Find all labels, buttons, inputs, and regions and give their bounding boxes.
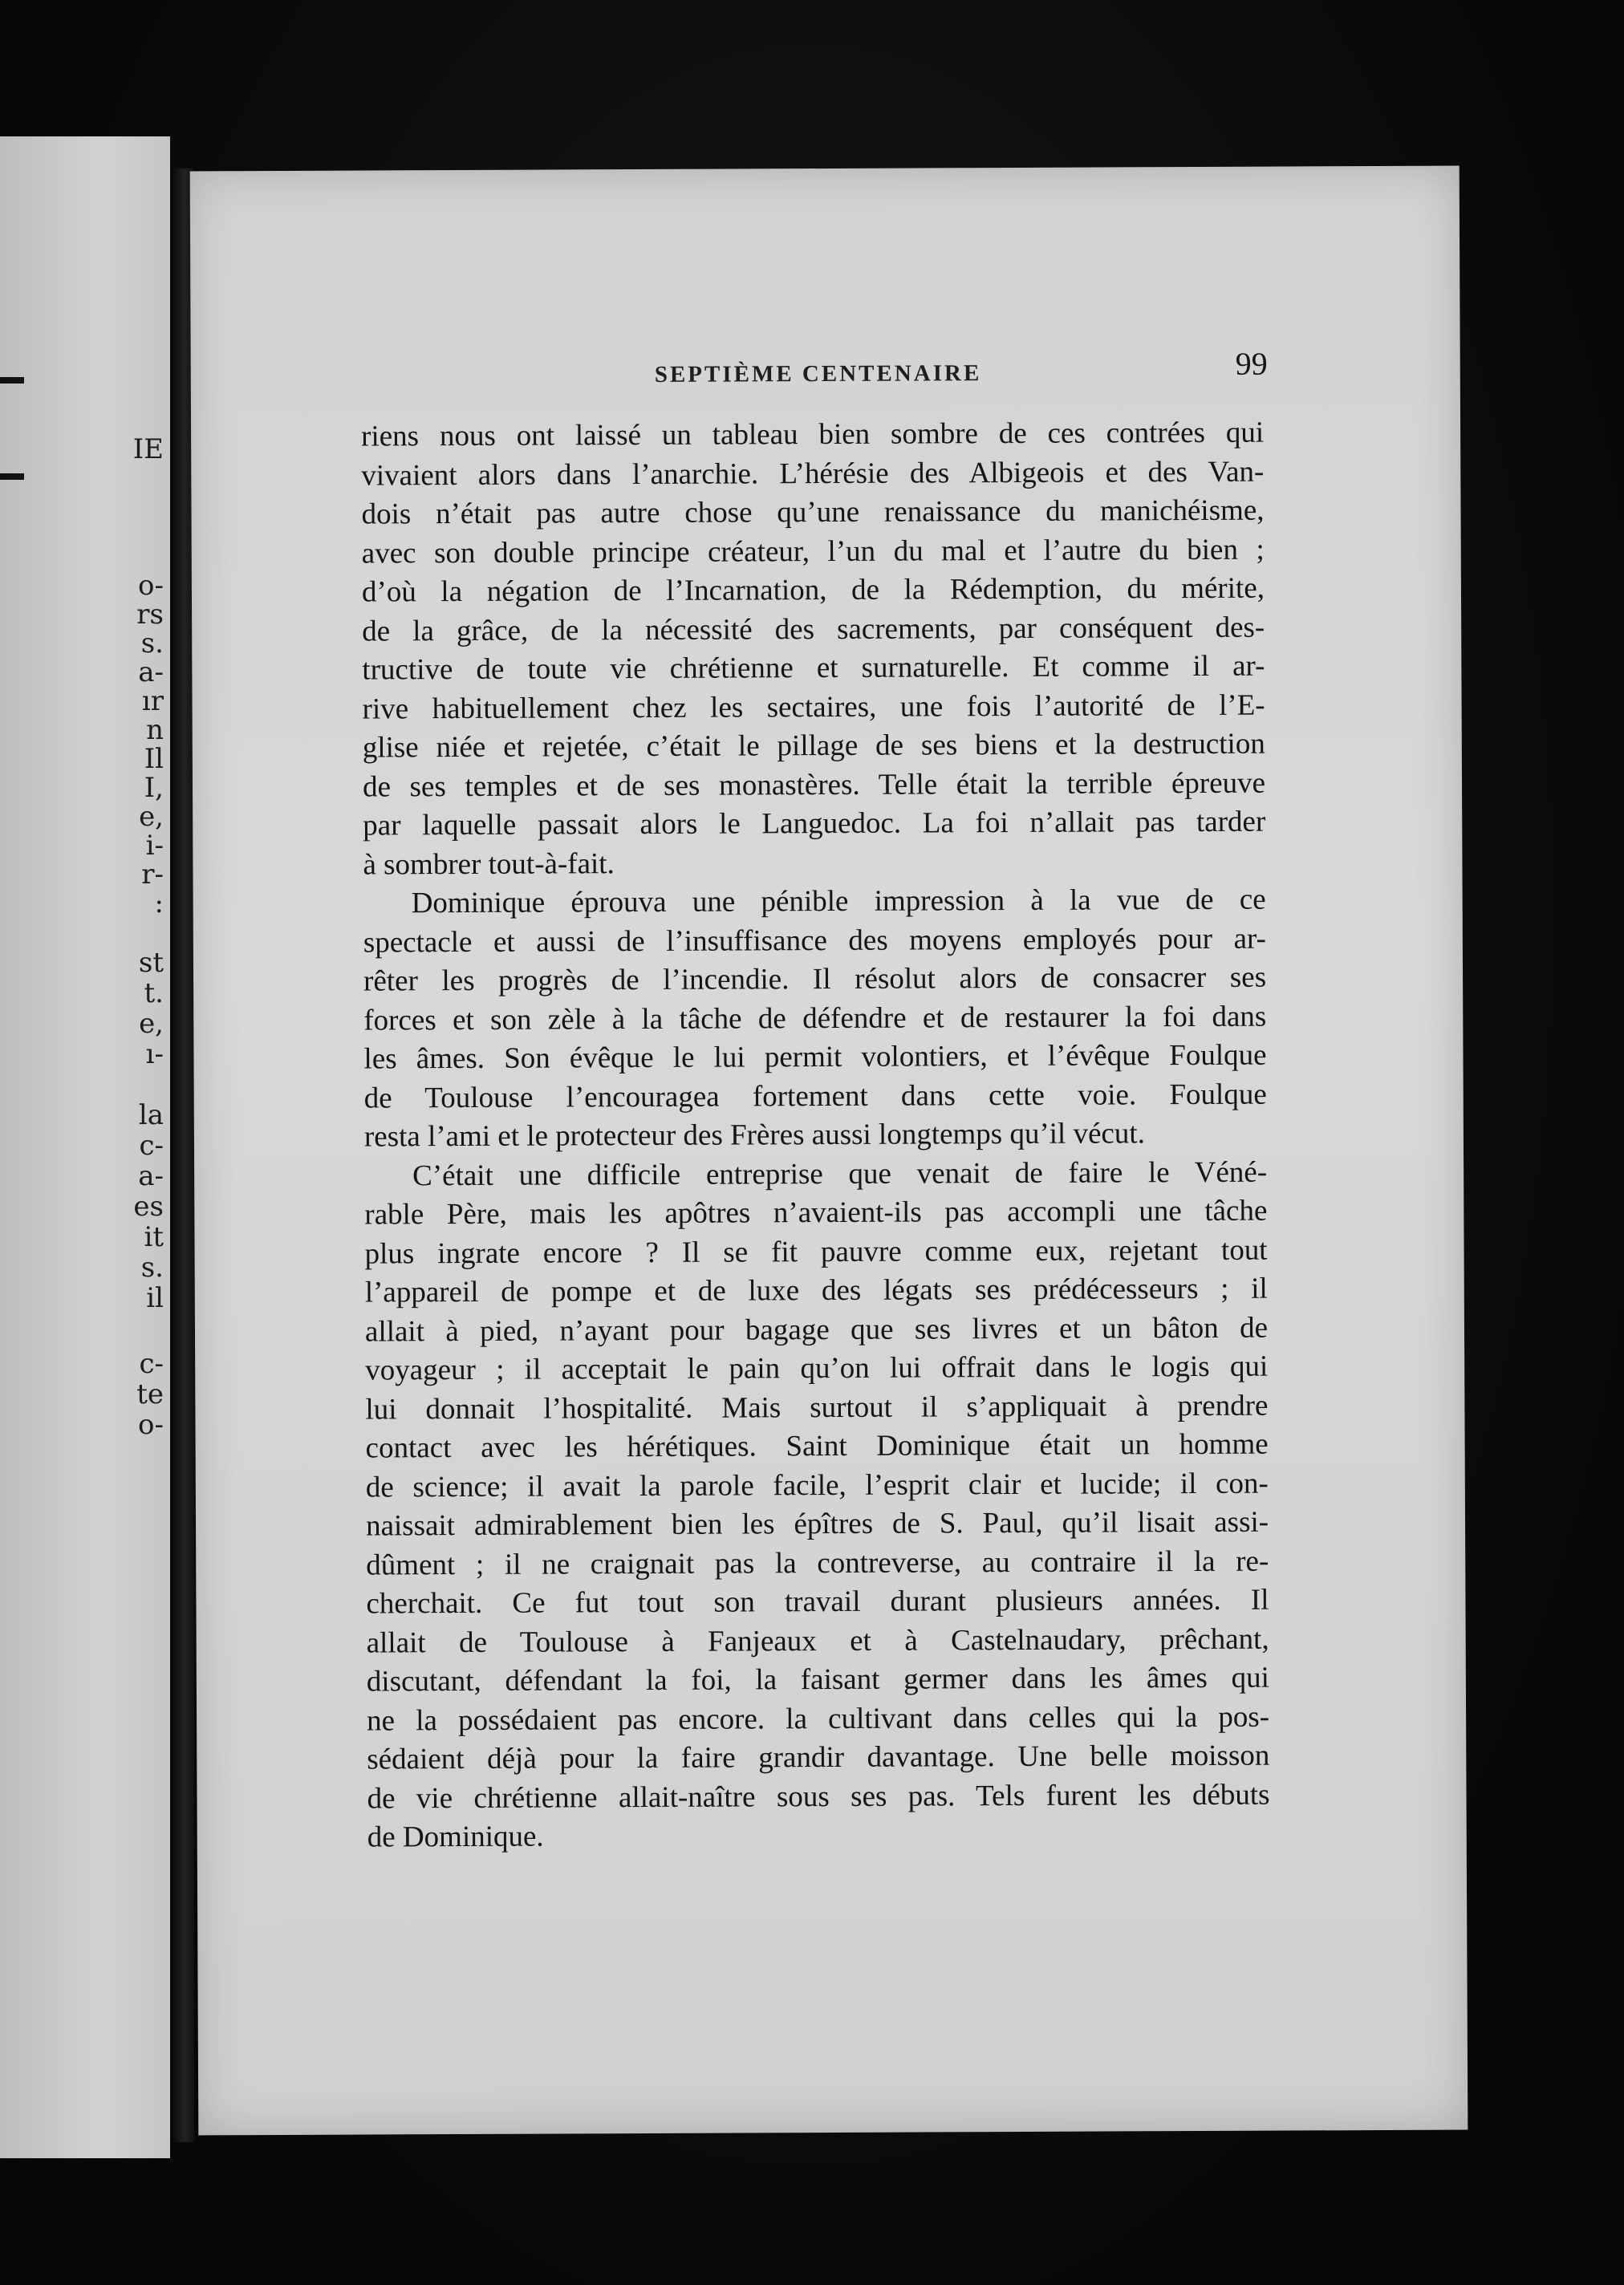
text-line: dois n’était pas autre chose qu’une renaissance du manichéisme,	[361, 493, 1265, 531]
text-line: de Toulouse l’encouragea fortement dans cette voie. Foulque	[363, 1078, 1267, 1115]
text-line: tructive de toute vie chrétienne et surnaturelle. Et comme il ar-	[362, 649, 1265, 687]
text-line: voyageur ; il acceptait le pain qu’on lui offrait dans le logis qui	[365, 1349, 1269, 1387]
left-page-text-fragment: c-	[139, 1130, 164, 1162]
page-number: 99	[1235, 345, 1268, 382]
text-line: l’appareil de pompe et de luxe des légats ses prédécesseurs ; il	[364, 1272, 1268, 1309]
text-line: d’où la négation de l’Incarnation, de la Rédemption, du mérite,	[361, 571, 1265, 609]
text-line: lui donnait l’hospitalité. Mais surtout il s’appliquait à prendre	[365, 1389, 1269, 1427]
running-head: SEPTIÈME CENTENAIRE	[654, 360, 982, 388]
left-page-text-fragment: s.	[140, 1252, 164, 1284]
text-line: rable Père, mais les apôtres n’avaient-ils pas accompli une tâche	[364, 1194, 1268, 1232]
left-page-text-fragment: es	[133, 1191, 164, 1223]
text-line: de science; il avait la parole facile, l’esprit clair et lucide; il con-	[365, 1467, 1269, 1504]
text-line: de vie chrétienne allait-naître sous ses pas. Tels furent les débuts	[367, 1778, 1270, 1816]
left-page-text-fragment: i-	[145, 830, 164, 862]
left-page-text-fragment: la	[138, 1099, 164, 1131]
text-line: vivaient alors dans l’anarchie. L’hérésie des Albigeois et des Van-	[361, 455, 1265, 493]
text-line: plus ingrate encore ? Il se fit pauvre comme eux, rejetant tout	[364, 1233, 1268, 1271]
left-page-rule	[0, 473, 24, 480]
text-line: forces et son zèle à la tâche de défendre et de restaurer la foi dans	[363, 1000, 1267, 1037]
text-line: de la grâce, de la nécessité des sacrements, par conséquent des-	[362, 611, 1265, 648]
left-page-text-fragment: ı-	[145, 1038, 164, 1070]
left-page-text-fragment: :	[154, 887, 164, 919]
left-page-rule	[0, 377, 24, 384]
text-line: naissait admirablement bien les épîtres de S. Paul, qu’il lisait assi-	[365, 1505, 1269, 1543]
text-line: C’était une difficile entreprise que venait de faire le Véné-	[412, 1155, 1268, 1192]
text-line: glise niée et rejetée, c’était le pillage de ses biens et la destruction	[362, 727, 1265, 765]
text-line: allait de Toulouse à Fanjeaux et à Castelnaudary, prêchant,	[366, 1622, 1269, 1660]
left-page-text-fragment: te	[136, 1378, 164, 1410]
left-page-text-fragment: s.	[140, 627, 164, 660]
left-page-text-fragment: a-	[138, 1160, 164, 1192]
text-line: de ses temples et de ses monastères. Telle était la terrible épreuve	[362, 766, 1266, 804]
left-page-text-fragment: it	[144, 1221, 164, 1253]
body-text	[361, 414, 1270, 1857]
text-line: Dominique éprouva une pénible impression à la vue de ce	[411, 883, 1266, 920]
text-line: spectacle et aussi de l’insuffisance des moyens employés pour ar-	[363, 922, 1266, 960]
left-page-text-fragment: st	[138, 947, 164, 979]
text-line: dûment ; il ne craignait pas la contreverse, au contraire il la re-	[366, 1544, 1269, 1582]
left-page-text-fragment: c-	[139, 1348, 164, 1380]
left-page-text-fragment: o-	[138, 1409, 164, 1441]
left-page-text-fragment: Il	[144, 743, 164, 775]
left-page-text-fragment: ır	[141, 685, 164, 717]
text-line: cherchait. Ce fut tout son travail durant plusieurs années. Il	[366, 1583, 1269, 1621]
left-page-text-fragment: I,	[144, 772, 164, 804]
text-line: les âmes. Son évêque le lui permit volontiers, et l’évêque Foulque	[363, 1038, 1267, 1076]
left-page-text-fragment: n	[146, 714, 164, 746]
text-line: resta l’ami et le protecteur des Frères aussi longtemps qu’il vécut.	[363, 1117, 1146, 1154]
text-line: discutant, défendant la foi, la faisant germer dans les âmes qui	[366, 1661, 1269, 1699]
text-line: avec son double principe créateur, l’un du mal et l’autre du bien ;	[361, 533, 1265, 570]
text-line: riens nous ont laissé un tableau bien sombre de ces contrées qui	[361, 416, 1265, 453]
text-line: rêter les progrès de l’incendie. Il résolut alors de consacrer ses	[363, 960, 1267, 998]
text-line: de Dominique.	[367, 1820, 544, 1854]
left-page-text-fragment: il	[146, 1282, 164, 1314]
text-line: rive habituellement chez les sectaires, une fois l’autorité de l’E-	[362, 688, 1265, 726]
left-page-text-fragment: e,	[139, 1008, 164, 1040]
left-page-text-fragment: rs	[136, 599, 164, 631]
left-page-text-fragment: t.	[144, 977, 164, 1009]
text-line: contact avec les hérétiques. Saint Dominique était un homme	[365, 1427, 1269, 1465]
text-line: ne la possédaient pas encore. la cultivant dans celles qui la pos-	[367, 1700, 1270, 1738]
book-page	[190, 166, 1468, 2136]
left-page-edge	[0, 136, 170, 2158]
text-line: par laquelle passait alors le Languedoc. La foi n’allait pas tarder	[363, 805, 1266, 842]
left-page-text-fragment: o-	[138, 570, 164, 602]
left-page-text-fragment: a-	[138, 656, 164, 688]
left-page-text-fragment: r-	[141, 858, 164, 891]
left-page-text-fragment: IE	[132, 433, 164, 465]
left-page-text-fragment: e,	[139, 801, 164, 833]
text-line: sédaient déjà pour la faire grandir davantage. Une belle moisson	[367, 1739, 1270, 1776]
text-line: allait à pied, n’ayant pour bagage que ses livres et un bâton de	[364, 1311, 1269, 1349]
text-line: à sombrer tout-à-fait.	[363, 846, 615, 882]
